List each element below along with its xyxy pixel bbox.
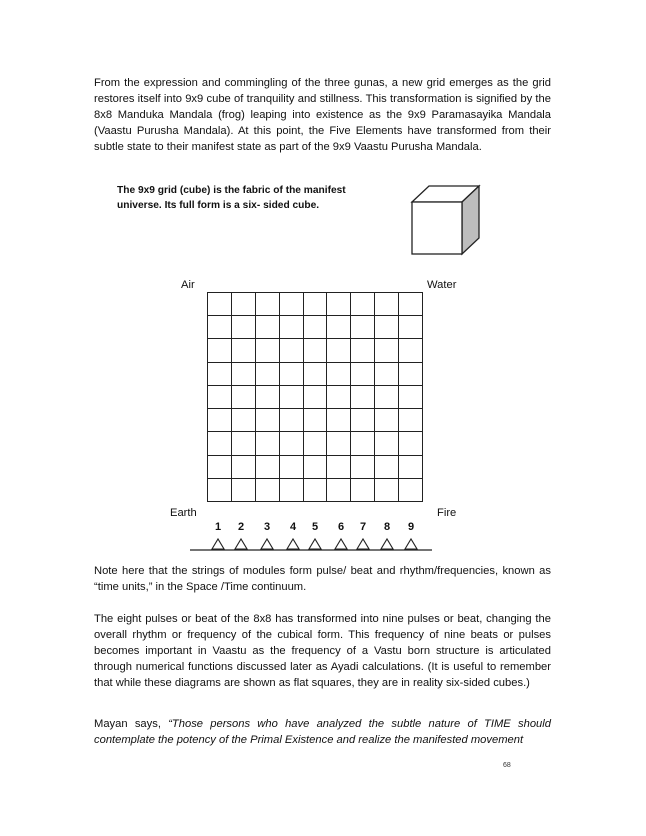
cube-front-face xyxy=(412,202,462,254)
grid-cell xyxy=(327,316,351,339)
grid-cell xyxy=(375,386,399,409)
beat-pulse-triangle xyxy=(309,539,321,549)
grid-cell xyxy=(375,409,399,432)
label-water: Water xyxy=(427,279,457,291)
grid-cell xyxy=(280,386,304,409)
grid-cell xyxy=(327,432,351,455)
vaastu-9x9-grid xyxy=(207,292,423,502)
grid-cell xyxy=(256,339,280,362)
grid-cell xyxy=(208,432,232,455)
grid-cell xyxy=(256,409,280,432)
grid-cell xyxy=(208,316,232,339)
grid-cell xyxy=(351,316,375,339)
grid-cell xyxy=(399,456,423,479)
quote-text: “Those persons who have analyzed the subtle nature of TIME should contemplate the potency of the Primal Existence and realize the manifested movement xyxy=(94,718,551,746)
mayan-quote-paragraph xyxy=(94,716,551,748)
grid-cell xyxy=(232,339,256,362)
cube-caption: The 9x9 grid (cube) is the fabric of the manifest universe. Its full form is a six- sided cube. xyxy=(117,185,346,211)
grid-cell xyxy=(280,479,304,502)
beat-number: 1 xyxy=(214,521,222,533)
grid-cell xyxy=(280,339,304,362)
grid-cell xyxy=(232,456,256,479)
grid-cell xyxy=(351,363,375,386)
beat-pulse-triangle xyxy=(235,539,247,549)
grid-cell xyxy=(208,293,232,316)
grid-cell xyxy=(351,432,375,455)
page-number: 68 xyxy=(503,762,511,769)
grid-cell xyxy=(327,363,351,386)
beat-pulse-triangle xyxy=(287,539,299,549)
quote-intro: Mayan says, xyxy=(94,718,169,730)
grid-cell xyxy=(351,456,375,479)
grid-cell xyxy=(327,293,351,316)
grid-cell xyxy=(256,293,280,316)
grid-cell xyxy=(375,316,399,339)
grid-cell xyxy=(327,386,351,409)
beat-pulse-triangle xyxy=(335,539,347,549)
grid-cell xyxy=(327,479,351,502)
grid-cell xyxy=(256,386,280,409)
label-fire: Fire xyxy=(437,507,457,519)
beat-number: 3 xyxy=(263,521,271,533)
grid-cell xyxy=(399,432,423,455)
grid-cell xyxy=(304,363,328,386)
grid-cell xyxy=(375,293,399,316)
grid-cell xyxy=(304,293,328,316)
grid-cell xyxy=(351,409,375,432)
intro-paragraph: From the expression and commingling of the three gunas, a new grid emerges as the grid restores itself into 9x9 cube of tranquility and stillness. This transformation is signified by the 8x8 Manduka Mandala (frog) leaping into existence as the 9x9 Paramasayika Mandala (Vaastu Purusha Mandala). At this point, the Five Elements have transformed from their subtle state to their manifest state as part of the 9x9 Vaastu Purusha Mandala. xyxy=(94,77,551,153)
grid-cell xyxy=(256,316,280,339)
grid-cell xyxy=(256,363,280,386)
beat-pulse-triangle xyxy=(381,539,393,549)
grid-cell xyxy=(208,456,232,479)
grid-cell xyxy=(399,316,423,339)
grid-cell xyxy=(232,386,256,409)
beat-pulse-triangle xyxy=(405,539,417,549)
grid-cell xyxy=(304,479,328,502)
grid-cell xyxy=(304,339,328,362)
grid-cell xyxy=(280,293,304,316)
grid-cell xyxy=(208,363,232,386)
grid-cell xyxy=(375,363,399,386)
grid-cell xyxy=(232,293,256,316)
grid-cell xyxy=(399,339,423,362)
grid-cell xyxy=(280,432,304,455)
grid-cell xyxy=(351,293,375,316)
grid-cell xyxy=(351,386,375,409)
beat-number: 5 xyxy=(311,521,319,533)
beat-pulse-triangle xyxy=(261,539,273,549)
beat-number: 2 xyxy=(237,521,245,533)
grid-cell xyxy=(280,363,304,386)
grid-cell xyxy=(256,479,280,502)
grid-cell xyxy=(208,386,232,409)
beat-number: 4 xyxy=(289,521,297,533)
grid-cell xyxy=(375,479,399,502)
beat-number: 8 xyxy=(383,521,391,533)
grid-cell xyxy=(399,386,423,409)
grid-cell xyxy=(327,339,351,362)
grid-cell xyxy=(304,432,328,455)
grid-cell xyxy=(351,479,375,502)
grid-cell xyxy=(232,479,256,502)
grid-cell xyxy=(327,456,351,479)
grid-cell xyxy=(232,409,256,432)
grid-cell xyxy=(280,316,304,339)
grid-cell xyxy=(280,409,304,432)
beat-number: 9 xyxy=(407,521,415,533)
beat-number: 6 xyxy=(337,521,345,533)
grid-cell xyxy=(232,432,256,455)
cube-illustration xyxy=(409,184,485,256)
beat-pulse-triangle xyxy=(357,539,369,549)
grid-cell xyxy=(232,316,256,339)
grid-cell xyxy=(399,293,423,316)
grid-cell xyxy=(256,432,280,455)
beat-number: 7 xyxy=(359,521,367,533)
grid-cell xyxy=(256,456,280,479)
label-earth: Earth xyxy=(170,507,197,519)
grid-cell xyxy=(304,409,328,432)
grid-cell xyxy=(232,363,256,386)
label-air: Air xyxy=(181,279,195,291)
grid-cell xyxy=(327,409,351,432)
grid-cell xyxy=(399,409,423,432)
grid-cell xyxy=(399,363,423,386)
grid-cell xyxy=(208,479,232,502)
grid-cell xyxy=(280,456,304,479)
grid-cell xyxy=(208,409,232,432)
grid-cell xyxy=(351,339,375,362)
grid-cell xyxy=(375,456,399,479)
nine-beats-paragraph: The eight pulses or beat of the 8x8 has transformed into nine pulses or beat, changing the overall rhythm or frequency of the cubical form. This frequency of nine beats or pulses becomes important in Vaastu as the frequency of a Vastu born structure is articulated through numerical functions discussed later as Ayadi calculations. (It is useful to remember that while these diagrams are shown as flat squares, they are in reality six-sided cubes.) xyxy=(94,613,551,689)
grid-cell xyxy=(304,316,328,339)
grid-cell xyxy=(375,339,399,362)
grid-cell xyxy=(375,432,399,455)
grid-cell xyxy=(304,386,328,409)
grid-cell xyxy=(399,479,423,502)
pulse-paragraph: Note here that the strings of modules form pulse/ beat and rhythm/frequencies, known as “time units,” in the Space /Time continuum. xyxy=(94,565,551,593)
beat-pulse-triangle xyxy=(212,539,224,549)
grid-cell xyxy=(304,456,328,479)
grid-cell xyxy=(208,339,232,362)
